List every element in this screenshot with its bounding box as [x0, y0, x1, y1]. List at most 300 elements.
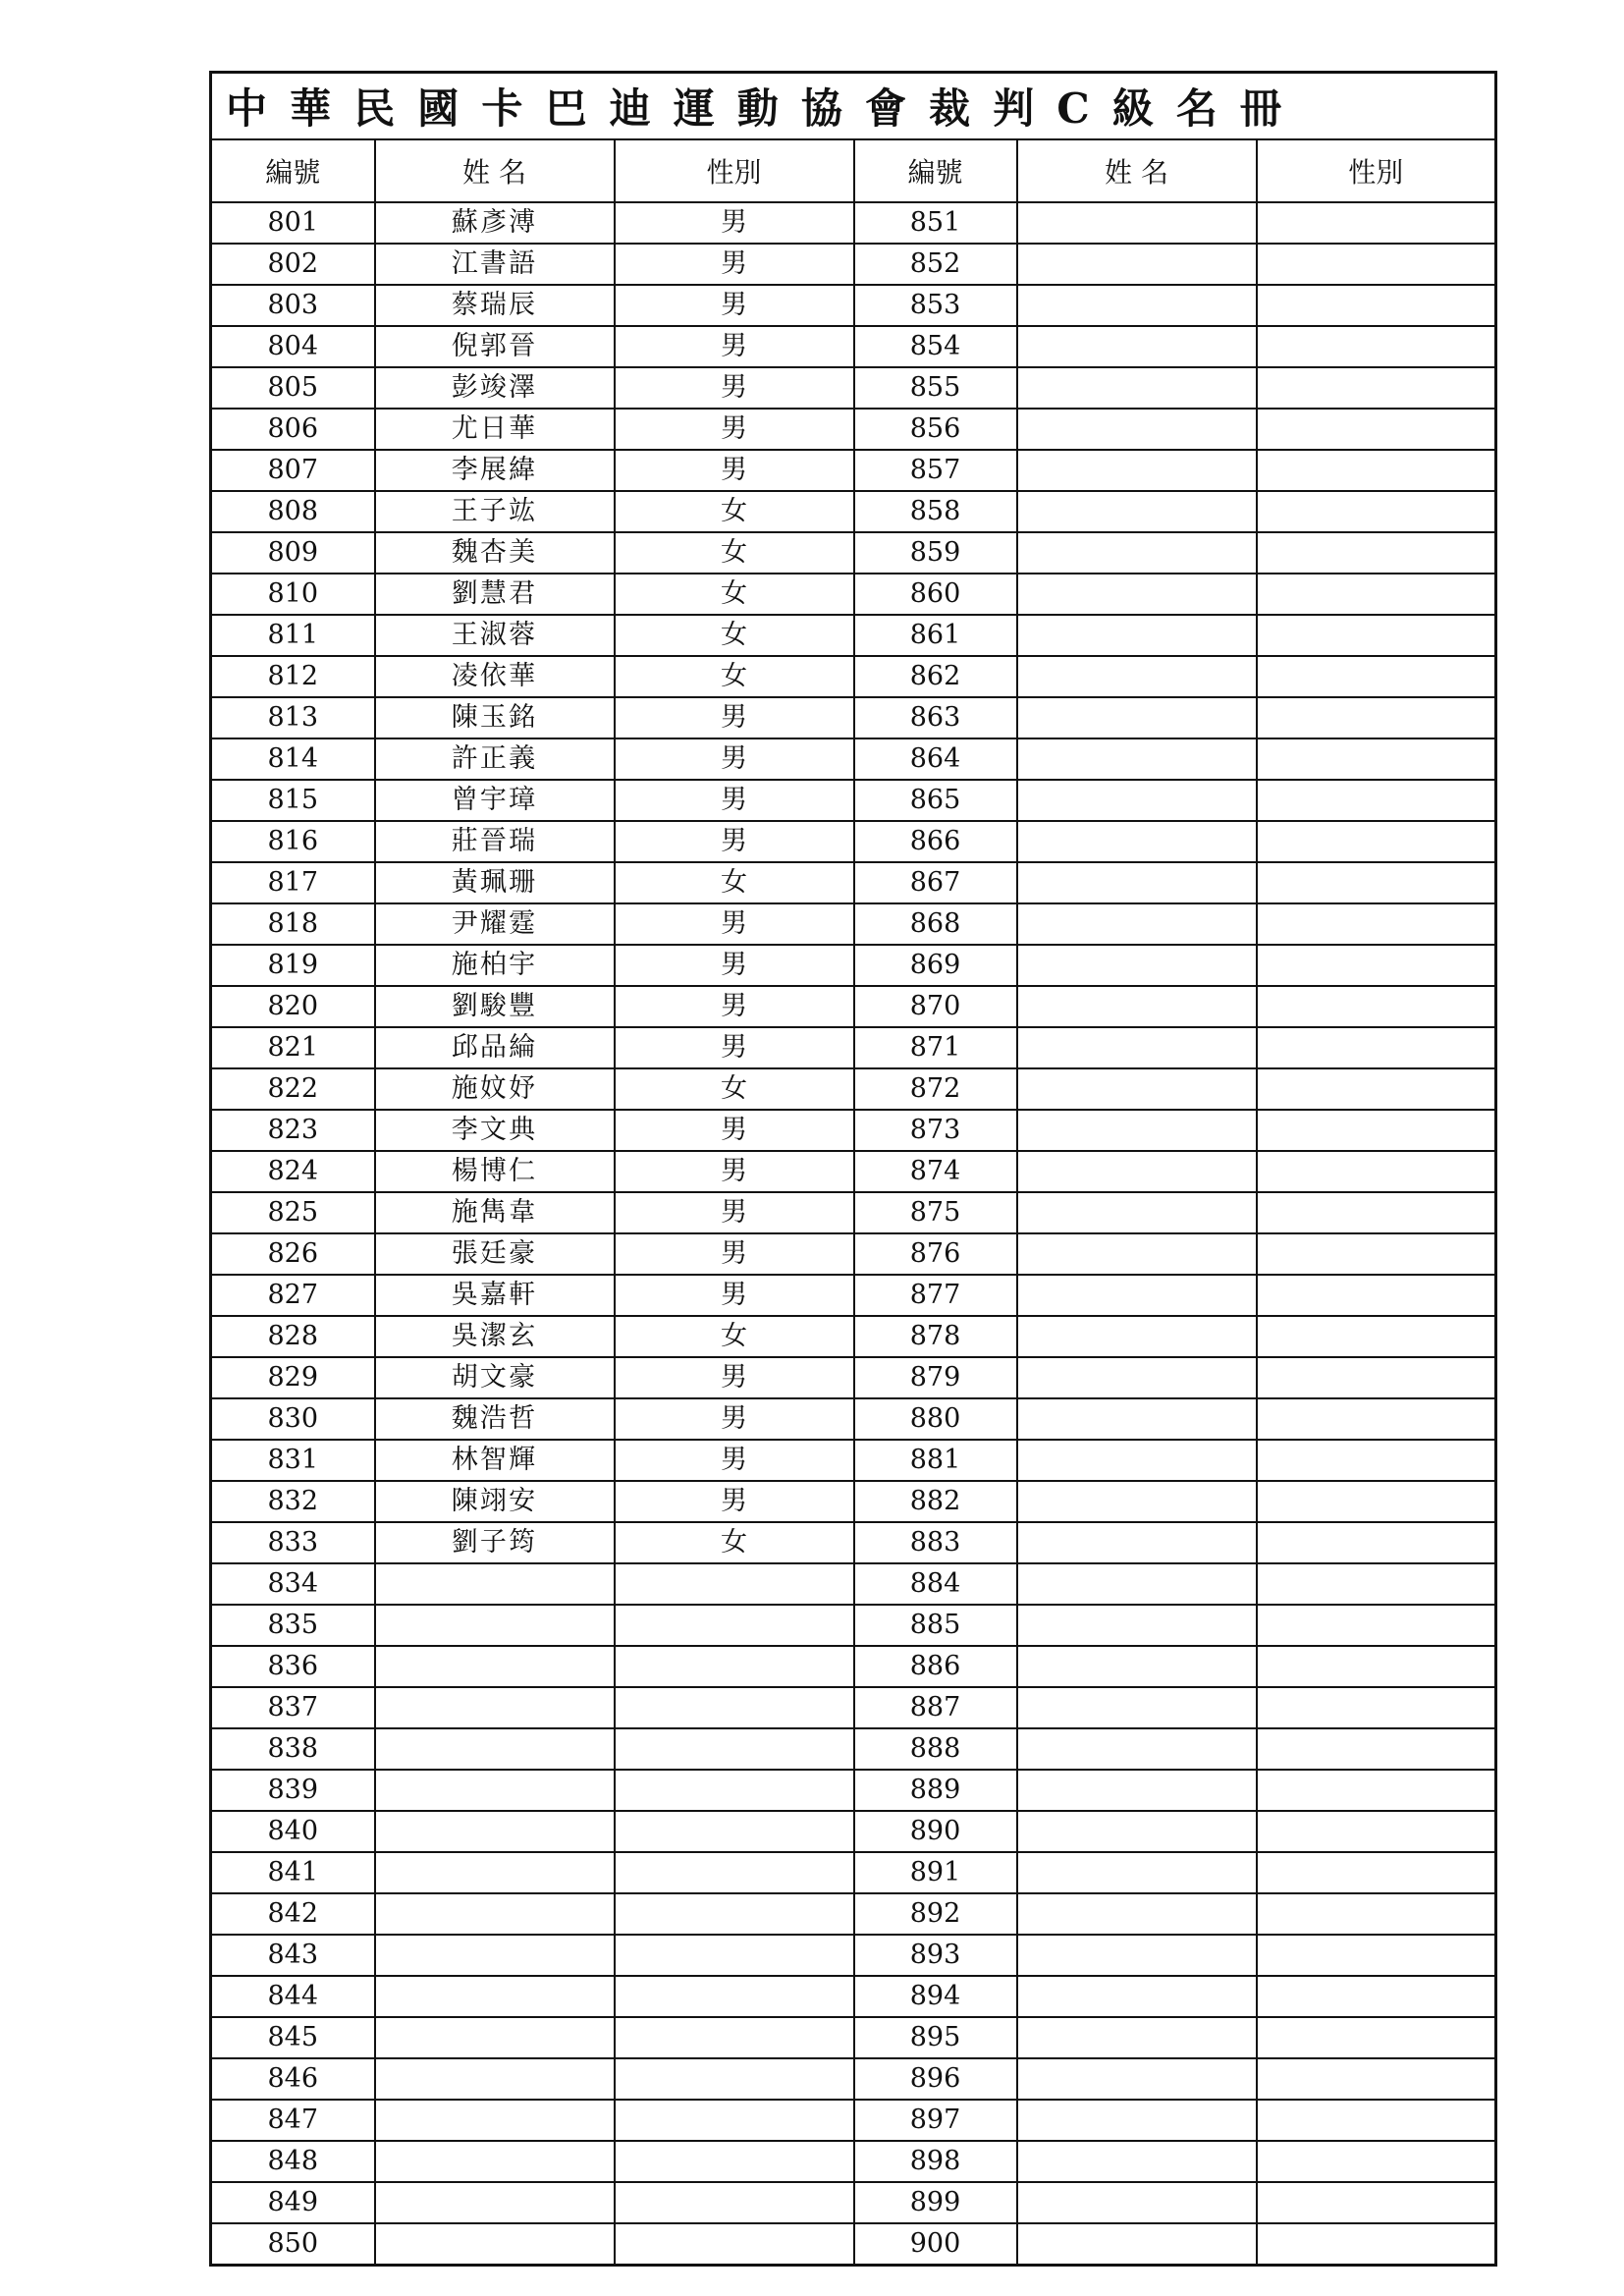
- left-number-cell: 848: [211, 2141, 375, 2182]
- right-name-cell: [1017, 2100, 1257, 2141]
- left-gender-cell: 女: [615, 862, 854, 903]
- left-number-cell: 804: [211, 326, 375, 367]
- right-gender-cell: [1257, 697, 1496, 738]
- right-number-cell: 885: [854, 1605, 1017, 1646]
- table-row: [211, 1563, 1496, 1605]
- left-name-cell: 魏杏美: [375, 532, 615, 574]
- right-gender-cell: [1257, 1398, 1496, 1440]
- table-row: [211, 2223, 1496, 2266]
- table-row: [211, 862, 1496, 903]
- left-number-cell: 811: [211, 615, 375, 656]
- right-number-cell: 878: [854, 1316, 1017, 1357]
- right-name-cell: [1017, 1398, 1257, 1440]
- right-name-cell: [1017, 1357, 1257, 1398]
- right-name-cell: [1017, 202, 1257, 244]
- right-number-cell: 868: [854, 903, 1017, 945]
- table-row: [211, 697, 1496, 738]
- left-number-cell: 812: [211, 656, 375, 697]
- left-gender-cell: 男: [615, 1275, 854, 1316]
- right-gender-cell: [1257, 862, 1496, 903]
- left-name-cell: [375, 2100, 615, 2141]
- left-name-cell: 尤日華: [375, 409, 615, 450]
- table-row: [211, 1728, 1496, 1770]
- right-gender-cell: [1257, 1935, 1496, 1976]
- table-row: [211, 1605, 1496, 1646]
- right-gender-cell: [1257, 738, 1496, 780]
- left-gender-cell: 女: [615, 1522, 854, 1563]
- table-row: [211, 1811, 1496, 1852]
- header-row: [211, 139, 1496, 202]
- right-number-cell: 860: [854, 574, 1017, 615]
- left-number-cell: 837: [211, 1687, 375, 1728]
- right-gender-cell: [1257, 1027, 1496, 1068]
- left-number-cell: 810: [211, 574, 375, 615]
- left-number-cell: 813: [211, 697, 375, 738]
- right-name-cell: [1017, 656, 1257, 697]
- right-name-cell: [1017, 1068, 1257, 1110]
- table-row: [211, 986, 1496, 1027]
- right-gender-cell: [1257, 2141, 1496, 2182]
- right-name-cell: [1017, 1728, 1257, 1770]
- right-name-cell: [1017, 532, 1257, 574]
- left-gender-cell: 男: [615, 945, 854, 986]
- left-number-cell: 832: [211, 1481, 375, 1522]
- right-number-cell: 866: [854, 821, 1017, 862]
- left-number-cell: 834: [211, 1563, 375, 1605]
- left-gender-cell: [615, 1563, 854, 1605]
- table-row: [211, 945, 1496, 986]
- left-gender-cell: [615, 1976, 854, 2017]
- left-name-cell: [375, 1811, 615, 1852]
- left-name-cell: [375, 2058, 615, 2100]
- right-name-cell: [1017, 945, 1257, 986]
- left-name-cell: [375, 1770, 615, 1811]
- right-name-cell: [1017, 821, 1257, 862]
- right-name-cell: [1017, 862, 1257, 903]
- left-gender-cell: 男: [615, 409, 854, 450]
- left-name-header: 姓 名: [375, 139, 615, 202]
- right-gender-cell: [1257, 1275, 1496, 1316]
- right-number-cell: 891: [854, 1852, 1017, 1893]
- right-number-cell: 898: [854, 2141, 1017, 2182]
- left-gender-cell: 女: [615, 574, 854, 615]
- table-row: [211, 532, 1496, 574]
- right-name-cell: [1017, 2223, 1257, 2266]
- left-number-cell: 849: [211, 2182, 375, 2223]
- left-name-cell: 劉駿豐: [375, 986, 615, 1027]
- table-row: [211, 1481, 1496, 1522]
- right-name-header: 姓 名: [1017, 139, 1257, 202]
- left-number-cell: 825: [211, 1192, 375, 1233]
- right-name-cell: [1017, 1233, 1257, 1275]
- table-row: [211, 1110, 1496, 1151]
- right-name-cell: [1017, 1687, 1257, 1728]
- left-number-cell: 844: [211, 1976, 375, 2017]
- left-name-cell: 施柏宇: [375, 945, 615, 986]
- left-number-cell: 836: [211, 1646, 375, 1687]
- left-name-cell: 李文典: [375, 1110, 615, 1151]
- table-row: [211, 2182, 1496, 2223]
- left-gender-cell: 女: [615, 615, 854, 656]
- left-number-cell: 816: [211, 821, 375, 862]
- left-gender-cell: [615, 2141, 854, 2182]
- right-gender-cell: [1257, 1316, 1496, 1357]
- left-number-cell: 850: [211, 2223, 375, 2266]
- right-gender-cell: [1257, 1440, 1496, 1481]
- left-gender-cell: [615, 2058, 854, 2100]
- right-name-cell: [1017, 1563, 1257, 1605]
- right-number-cell: 869: [854, 945, 1017, 986]
- right-number-cell: 851: [854, 202, 1017, 244]
- left-name-cell: 彭竣澤: [375, 367, 615, 409]
- left-gender-cell: 男: [615, 738, 854, 780]
- left-name-cell: 吳潔玄: [375, 1316, 615, 1357]
- right-number-cell: 870: [854, 986, 1017, 1027]
- table-row: [211, 574, 1496, 615]
- left-name-cell: 楊博仁: [375, 1151, 615, 1192]
- roster-body: [211, 202, 1496, 2266]
- table-row: [211, 1316, 1496, 1357]
- left-gender-cell: 女: [615, 1068, 854, 1110]
- left-gender-cell: [615, 2182, 854, 2223]
- right-number-cell: 852: [854, 244, 1017, 285]
- left-gender-cell: 男: [615, 326, 854, 367]
- left-gender-cell: [615, 1605, 854, 1646]
- left-name-cell: 林智輝: [375, 1440, 615, 1481]
- left-gender-cell: [615, 1852, 854, 1893]
- table-row: [211, 1357, 1496, 1398]
- table-row: [211, 1151, 1496, 1192]
- table-row: [211, 1068, 1496, 1110]
- left-name-cell: 吳嘉軒: [375, 1275, 615, 1316]
- table-row: [211, 738, 1496, 780]
- table-row: [211, 1027, 1496, 1068]
- right-name-cell: [1017, 2058, 1257, 2100]
- right-gender-cell: [1257, 1893, 1496, 1935]
- left-number-cell: 817: [211, 862, 375, 903]
- right-gender-cell: [1257, 450, 1496, 491]
- left-number-cell: 833: [211, 1522, 375, 1563]
- left-name-cell: 劉慧君: [375, 574, 615, 615]
- left-name-cell: 邱品綸: [375, 1027, 615, 1068]
- right-gender-cell: [1257, 1728, 1496, 1770]
- right-number-cell: 884: [854, 1563, 1017, 1605]
- right-number-cell: 881: [854, 1440, 1017, 1481]
- left-name-cell: 施雋韋: [375, 1192, 615, 1233]
- right-name-cell: [1017, 491, 1257, 532]
- left-name-cell: 凌依華: [375, 656, 615, 697]
- left-number-cell: 843: [211, 1935, 375, 1976]
- right-number-cell: 899: [854, 2182, 1017, 2223]
- right-number-cell: 892: [854, 1893, 1017, 1935]
- left-number-cell: 819: [211, 945, 375, 986]
- left-gender-cell: 男: [615, 780, 854, 821]
- right-gender-cell: [1257, 574, 1496, 615]
- left-name-cell: 曾宇璋: [375, 780, 615, 821]
- left-gender-header: 性別: [615, 139, 854, 202]
- table-row: [211, 450, 1496, 491]
- right-number-cell: 889: [854, 1770, 1017, 1811]
- table-row: [211, 903, 1496, 945]
- left-number-cell: 846: [211, 2058, 375, 2100]
- left-name-cell: 倪郭晉: [375, 326, 615, 367]
- left-gender-cell: 男: [615, 1440, 854, 1481]
- referee-roster-table: [209, 71, 1497, 2267]
- right-gender-cell: [1257, 945, 1496, 986]
- right-number-cell: 863: [854, 697, 1017, 738]
- right-number-cell: 867: [854, 862, 1017, 903]
- left-gender-cell: [615, 2223, 854, 2266]
- left-gender-cell: [615, 1811, 854, 1852]
- right-gender-cell: [1257, 2100, 1496, 2141]
- table-row: [211, 1935, 1496, 1976]
- right-name-cell: [1017, 1852, 1257, 1893]
- table-row: [211, 2100, 1496, 2141]
- left-number-cell: 821: [211, 1027, 375, 1068]
- right-number-cell: 882: [854, 1481, 1017, 1522]
- left-name-cell: [375, 1605, 615, 1646]
- right-number-cell: 880: [854, 1398, 1017, 1440]
- left-name-cell: 黃珮珊: [375, 862, 615, 903]
- left-number-cell: 826: [211, 1233, 375, 1275]
- right-name-cell: [1017, 285, 1257, 326]
- left-name-cell: 陳玉銘: [375, 697, 615, 738]
- right-gender-cell: [1257, 1976, 1496, 2017]
- right-name-cell: [1017, 2017, 1257, 2058]
- right-name-cell: [1017, 409, 1257, 450]
- left-gender-cell: 男: [615, 285, 854, 326]
- table-row: [211, 1976, 1496, 2017]
- right-number-cell: 890: [854, 1811, 1017, 1852]
- right-gender-cell: [1257, 1522, 1496, 1563]
- right-name-cell: [1017, 450, 1257, 491]
- right-name-cell: [1017, 697, 1257, 738]
- right-gender-cell: [1257, 1233, 1496, 1275]
- right-gender-cell: [1257, 2017, 1496, 2058]
- left-number-cell: 840: [211, 1811, 375, 1852]
- table-row: [211, 367, 1496, 409]
- left-name-cell: 許正義: [375, 738, 615, 780]
- left-name-cell: [375, 1563, 615, 1605]
- left-gender-cell: [615, 1770, 854, 1811]
- right-number-cell: 855: [854, 367, 1017, 409]
- right-gender-cell: [1257, 1192, 1496, 1233]
- right-number-cell: 895: [854, 2017, 1017, 2058]
- right-gender-cell: [1257, 656, 1496, 697]
- right-name-cell: [1017, 244, 1257, 285]
- left-number-cell: 835: [211, 1605, 375, 1646]
- left-name-cell: [375, 2182, 615, 2223]
- left-number-cell: 842: [211, 1893, 375, 1935]
- table-row: [211, 615, 1496, 656]
- right-name-cell: [1017, 367, 1257, 409]
- title-row: [211, 73, 1496, 140]
- right-gender-cell: [1257, 2182, 1496, 2223]
- left-number-cell: 823: [211, 1110, 375, 1151]
- left-gender-cell: [615, 1728, 854, 1770]
- left-gender-cell: [615, 1646, 854, 1687]
- left-gender-cell: 男: [615, 903, 854, 945]
- left-name-cell: [375, 2017, 615, 2058]
- left-name-cell: 江書語: [375, 244, 615, 285]
- right-number-cell: 873: [854, 1110, 1017, 1151]
- left-number-cell: 807: [211, 450, 375, 491]
- left-number-cell: 808: [211, 491, 375, 532]
- right-number-cell: 883: [854, 1522, 1017, 1563]
- right-number-cell: 871: [854, 1027, 1017, 1068]
- left-number-cell: 830: [211, 1398, 375, 1440]
- table-row: [211, 1770, 1496, 1811]
- right-number-header: 編號: [854, 139, 1017, 202]
- left-name-cell: [375, 1893, 615, 1935]
- right-name-cell: [1017, 2182, 1257, 2223]
- left-number-cell: 828: [211, 1316, 375, 1357]
- left-gender-cell: 男: [615, 1233, 854, 1275]
- right-name-cell: [1017, 1646, 1257, 1687]
- right-number-cell: 874: [854, 1151, 1017, 1192]
- left-gender-cell: 男: [615, 367, 854, 409]
- table-row: [211, 1233, 1496, 1275]
- left-gender-cell: [615, 2100, 854, 2141]
- left-number-cell: 806: [211, 409, 375, 450]
- table-row: [211, 244, 1496, 285]
- table-row: [211, 1192, 1496, 1233]
- right-number-cell: 893: [854, 1935, 1017, 1976]
- left-name-cell: [375, 1852, 615, 1893]
- left-gender-cell: 男: [615, 1151, 854, 1192]
- left-name-cell: 李展緯: [375, 450, 615, 491]
- table-row: [211, 202, 1496, 244]
- right-number-cell: 886: [854, 1646, 1017, 1687]
- right-gender-cell: [1257, 1646, 1496, 1687]
- right-gender-cell: [1257, 615, 1496, 656]
- table-row: [211, 780, 1496, 821]
- right-name-cell: [1017, 326, 1257, 367]
- left-gender-cell: 男: [615, 1192, 854, 1233]
- right-name-cell: [1017, 1027, 1257, 1068]
- left-name-cell: 尹耀霆: [375, 903, 615, 945]
- left-number-cell: 841: [211, 1852, 375, 1893]
- right-name-cell: [1017, 574, 1257, 615]
- right-gender-cell: [1257, 1605, 1496, 1646]
- left-gender-cell: 男: [615, 697, 854, 738]
- table-row: [211, 1275, 1496, 1316]
- left-gender-cell: 女: [615, 656, 854, 697]
- left-gender-cell: 男: [615, 1027, 854, 1068]
- right-number-cell: 864: [854, 738, 1017, 780]
- left-number-cell: 818: [211, 903, 375, 945]
- table-row: [211, 2058, 1496, 2100]
- table-row: [211, 326, 1496, 367]
- left-number-header: 編號: [211, 139, 375, 202]
- right-gender-cell: [1257, 2223, 1496, 2266]
- right-gender-cell: [1257, 1687, 1496, 1728]
- left-gender-cell: [615, 1893, 854, 1935]
- right-gender-cell: [1257, 1481, 1496, 1522]
- right-number-cell: 872: [854, 1068, 1017, 1110]
- right-number-cell: 900: [854, 2223, 1017, 2266]
- right-gender-cell: [1257, 1770, 1496, 1811]
- right-gender-cell: [1257, 244, 1496, 285]
- left-number-cell: 822: [211, 1068, 375, 1110]
- right-number-cell: 877: [854, 1275, 1017, 1316]
- right-name-cell: [1017, 1770, 1257, 1811]
- table-row: [211, 1852, 1496, 1893]
- table-row: [211, 1522, 1496, 1563]
- right-name-cell: [1017, 1935, 1257, 1976]
- right-name-cell: [1017, 1275, 1257, 1316]
- right-name-cell: [1017, 1811, 1257, 1852]
- left-number-cell: 801: [211, 202, 375, 244]
- right-name-cell: [1017, 1192, 1257, 1233]
- left-gender-cell: [615, 2017, 854, 2058]
- right-name-cell: [1017, 615, 1257, 656]
- right-number-cell: 858: [854, 491, 1017, 532]
- right-number-cell: 853: [854, 285, 1017, 326]
- right-gender-cell: [1257, 1110, 1496, 1151]
- right-gender-cell: [1257, 1811, 1496, 1852]
- table-row: [211, 1398, 1496, 1440]
- right-gender-cell: [1257, 903, 1496, 945]
- right-gender-cell: [1257, 1068, 1496, 1110]
- right-gender-cell: [1257, 1357, 1496, 1398]
- left-name-cell: 陳翊安: [375, 1481, 615, 1522]
- left-number-cell: 809: [211, 532, 375, 574]
- right-name-cell: [1017, 780, 1257, 821]
- right-number-cell: 879: [854, 1357, 1017, 1398]
- left-name-cell: 蔡瑞辰: [375, 285, 615, 326]
- right-name-cell: [1017, 1440, 1257, 1481]
- left-gender-cell: 女: [615, 532, 854, 574]
- left-number-cell: 824: [211, 1151, 375, 1192]
- right-gender-cell: [1257, 491, 1496, 532]
- table-row: [211, 491, 1496, 532]
- left-gender-cell: 男: [615, 986, 854, 1027]
- right-number-cell: 862: [854, 656, 1017, 697]
- left-name-cell: [375, 2141, 615, 2182]
- right-number-cell: 876: [854, 1233, 1017, 1275]
- right-gender-cell: [1257, 285, 1496, 326]
- right-number-cell: 888: [854, 1728, 1017, 1770]
- table-row: [211, 409, 1496, 450]
- left-name-cell: [375, 1646, 615, 1687]
- left-name-cell: 施妏妤: [375, 1068, 615, 1110]
- left-name-cell: 王子竑: [375, 491, 615, 532]
- table-row: [211, 2017, 1496, 2058]
- left-name-cell: 劉子筠: [375, 1522, 615, 1563]
- left-gender-cell: [615, 1687, 854, 1728]
- left-gender-cell: 女: [615, 491, 854, 532]
- left-gender-cell: 男: [615, 1481, 854, 1522]
- right-gender-cell: [1257, 821, 1496, 862]
- right-gender-cell: [1257, 1563, 1496, 1605]
- right-gender-cell: [1257, 1852, 1496, 1893]
- left-name-cell: 張廷豪: [375, 1233, 615, 1275]
- right-name-cell: [1017, 1481, 1257, 1522]
- left-gender-cell: 男: [615, 821, 854, 862]
- right-number-cell: 856: [854, 409, 1017, 450]
- left-number-cell: 847: [211, 2100, 375, 2141]
- left-number-cell: 805: [211, 367, 375, 409]
- right-number-cell: 875: [854, 1192, 1017, 1233]
- right-gender-cell: [1257, 780, 1496, 821]
- right-name-cell: [1017, 986, 1257, 1027]
- table-row: [211, 656, 1496, 697]
- table-row: [211, 1440, 1496, 1481]
- table-row: [211, 1646, 1496, 1687]
- right-number-cell: 887: [854, 1687, 1017, 1728]
- left-name-cell: [375, 1935, 615, 1976]
